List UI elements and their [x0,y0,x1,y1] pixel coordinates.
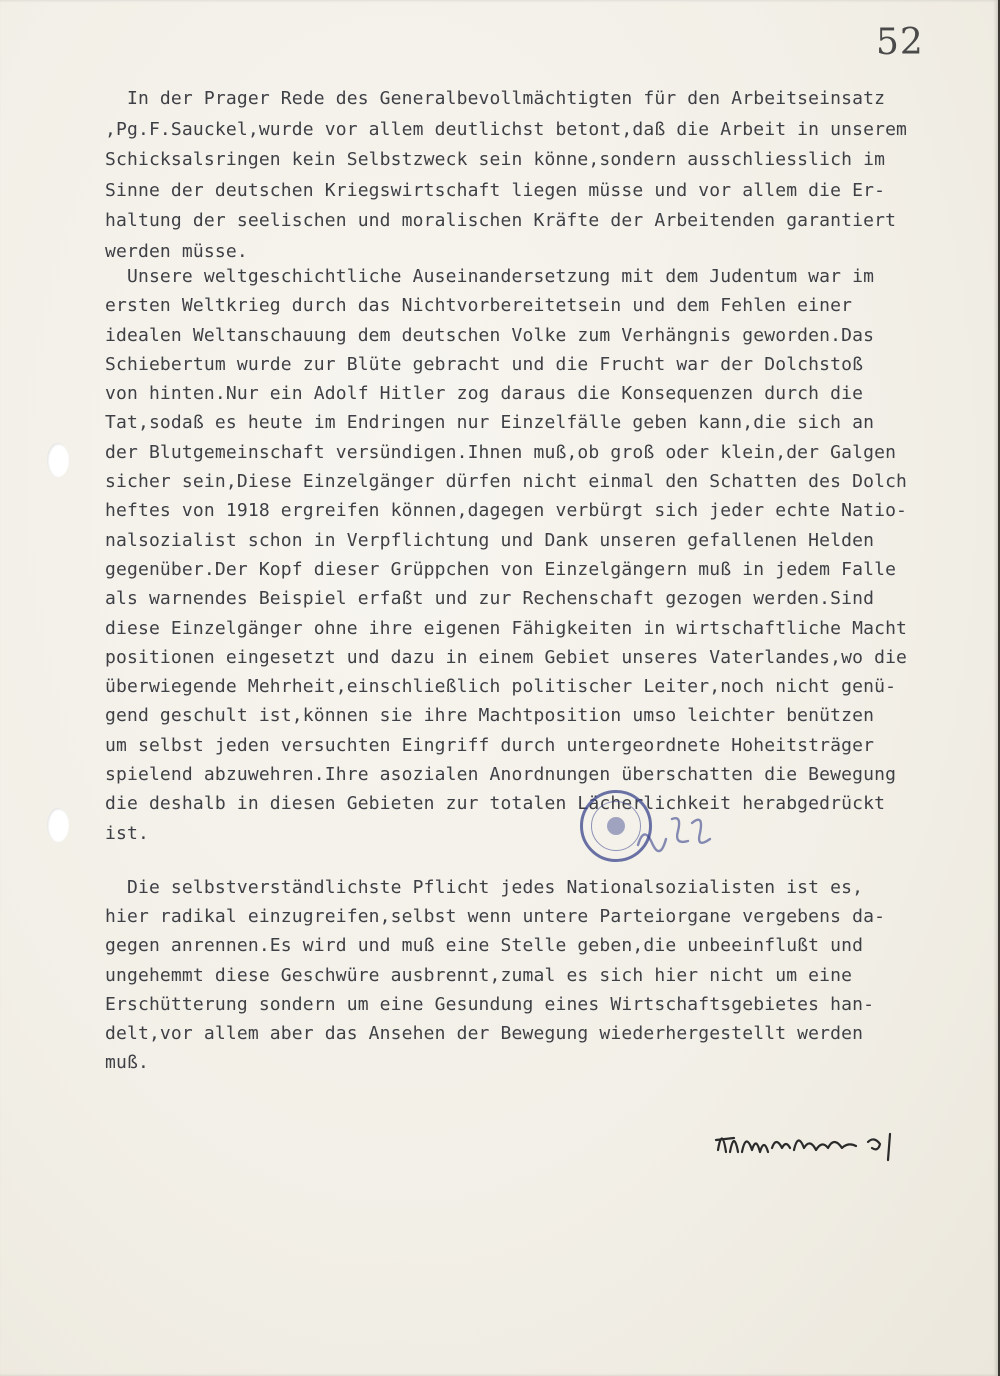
punch-hole-top [47,443,69,477]
punch-hole-bottom [47,808,69,842]
page-number: 52 [876,22,924,63]
paragraph-3: Die selbstverständlichste Pflicht jedes Nationalsozialisten ist es, hier radikal einzugreifen,selbst wenn untere Parteiorgane vergebens da- gegen anrennen.Es wird und muß eine Stelle geben,die unbeeinflußt und ungehemmt diese Geschwüre ausbrennt,zumal es sich hier nicht um eine Erschütterung sondern um eine Gesundung eines Wirtschaftsgebietes han- delt,vor allem aber das Ansehen der Bewegung wiederhergestellt werden muß. [105,877,886,1074]
handwritten-number-mark [630,805,720,865]
paragraph-1: In der Prager Rede des Generalbevollmächtigten für den Arbeitseinsatz ,Pg.F.Sauckel,wurde vor allem deutlichst betont,daß die Arbeit in unserem Schicksalsringen kein Selbstzweck sein könne,sondern ausschliesslich im Sinne der deutschen Kriegswirtschaft liegen müsse und vor allem die Er- haltung der seelischen und moralischen Kräfte der Arbeitenden garantiert werden müsse. [105,88,908,262]
paragraph-2: Unsere weltgeschichtliche Auseinandersetzung mit dem Judentum war im ersten Weltkrieg durch das Nichtvorbereitetsein und dem Fehlen einer idealen Weltanschauung dem deutschen Volke zum Verhängnis geworden.Das Schiebertum wurde zur Blüte gebracht und die Frucht war der Dolchstoß von hinten.Nur ein Adolf Hitler zog daraus die Konsequenzen durch die Tat,sodaß es heute im Endringen nur Einzelfälle geben kann,die sich an der Blutgemeinschaft versündigen.Ihnen muß,ob groß oder klein,der Galgen sicher sein,Diese Einzelgänger dürfen nicht einmal den Schatten des Dolch heftes von 1918 ergreifen können,dagegen verbürgt sich jeder echte Natio- nalsozialist schon in Verpflichtung und Dank unseren gefallenen Helden gegenüber.Der Kopf dieser Grüppchen von Einzelgängern muß in jedem Falle als warnendes Beispiel erfaßt und zur Rechenschaft gezogen werden.Sind diese Einzelgänger ohne ihre eigenen Fähigkeiten in wirtschaftliche Macht positionen eingesetzt und dazu in einem Gebiet unseres Vaterlandes,wo die überwiegende Mehrheit,einschließlich politischer Leiter,noch nicht genü- gend geschult ist,können sie ihre Machtposition umso leichter benützen um selbst jeden versuchten Eingriff durch untergeordnete Hoheitsträger spielend abzuwehren.Ihre asozialen Anordnungen überschatten die Bewegung die deshalb in diesen Gebieten zur totalen Lächerlichkeit herabgedrückt ist. [105,266,908,844]
handwritten-signature [712,1112,912,1172]
